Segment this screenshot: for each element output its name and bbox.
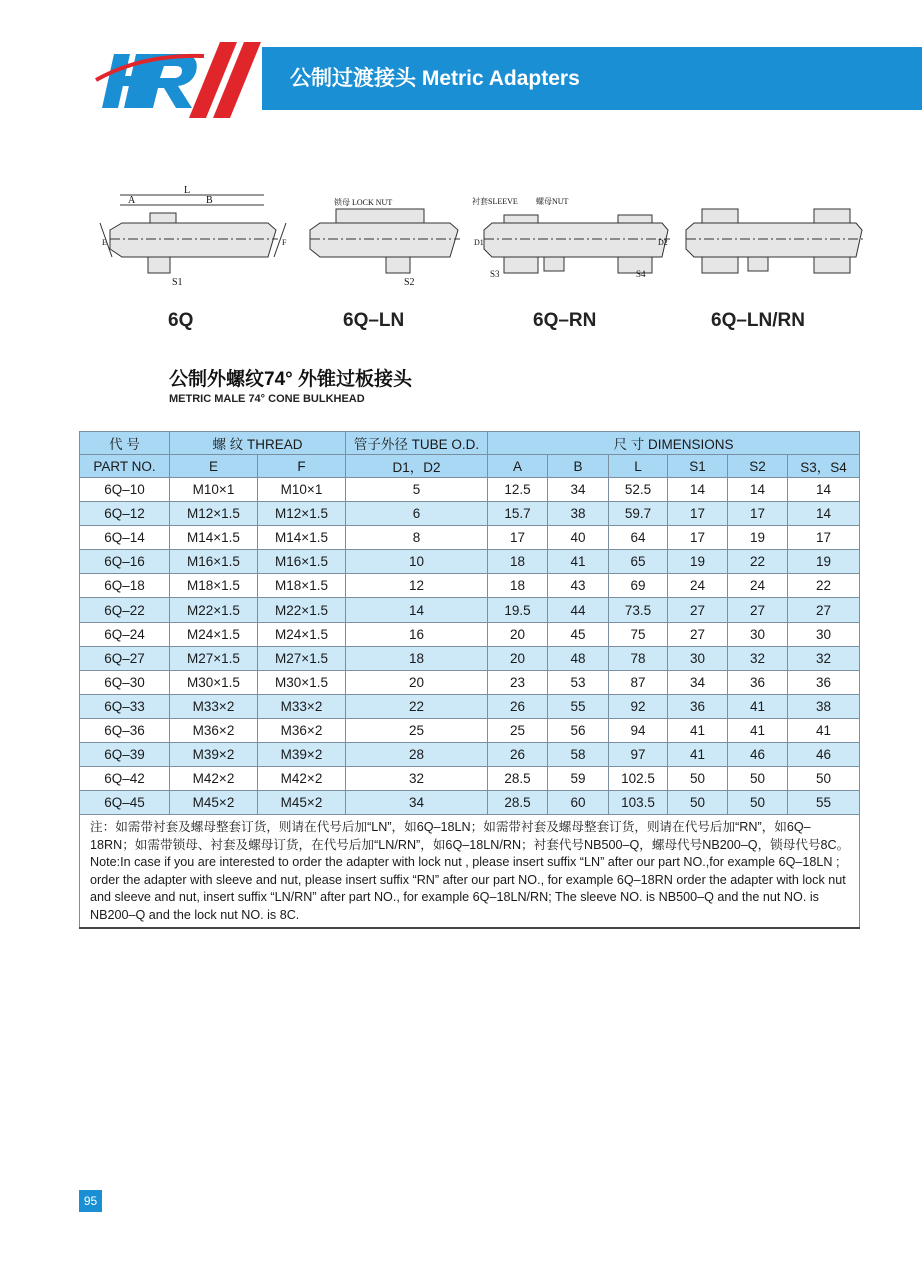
table-cell: 53 bbox=[548, 670, 609, 694]
table-cell: 36 bbox=[668, 694, 728, 718]
column-header: S1 bbox=[668, 455, 728, 478]
table-cell: 41 bbox=[668, 743, 728, 767]
table-cell: 32 bbox=[788, 646, 860, 670]
column-header: A bbox=[488, 455, 548, 478]
table-cell: 92 bbox=[609, 694, 668, 718]
label-l: L bbox=[184, 185, 191, 196]
table-cell: 102.5 bbox=[609, 767, 668, 791]
table-cell: 12 bbox=[346, 574, 488, 598]
table-cell: 38 bbox=[788, 694, 860, 718]
table-cell: 17 bbox=[668, 526, 728, 550]
table-row bbox=[80, 791, 860, 815]
table-cell: M36×2 bbox=[170, 718, 258, 742]
model-label-6q-ln: 6Q–LN bbox=[343, 310, 405, 331]
table-cell: 50 bbox=[668, 767, 728, 791]
table-cell: 6Q–18 bbox=[80, 574, 170, 598]
column-header: S3，S4 bbox=[788, 455, 860, 478]
table-cell: 58 bbox=[548, 743, 609, 767]
table-cell: 20 bbox=[488, 646, 548, 670]
table-cell: M18×1.5 bbox=[258, 574, 346, 598]
table-cell: 27 bbox=[788, 598, 860, 622]
company-logo bbox=[92, 40, 272, 120]
table-cell: 40 bbox=[548, 526, 609, 550]
table-cell: M12×1.5 bbox=[258, 502, 346, 526]
table-cell: 25 bbox=[488, 718, 548, 742]
table-cell: 64 bbox=[609, 526, 668, 550]
table-cell: 28 bbox=[346, 743, 488, 767]
table-cell: 18 bbox=[346, 646, 488, 670]
table-cell: 12.5 bbox=[488, 478, 548, 502]
table-cell: 15.7 bbox=[488, 502, 548, 526]
table-cell: 6Q–22 bbox=[80, 598, 170, 622]
column-header: E bbox=[170, 455, 258, 478]
label-s2: S2 bbox=[404, 277, 415, 288]
table-cell: 30 bbox=[668, 646, 728, 670]
column-header: S2 bbox=[728, 455, 788, 478]
table-cell: 78 bbox=[609, 646, 668, 670]
table-cell: M10×1 bbox=[258, 478, 346, 502]
table-cell: 41 bbox=[788, 718, 860, 742]
label-f: F bbox=[282, 238, 287, 247]
table-cell: 10 bbox=[346, 550, 488, 574]
table-cell: M18×1.5 bbox=[170, 574, 258, 598]
table-cell: 6Q–36 bbox=[80, 718, 170, 742]
table-cell: M27×1.5 bbox=[170, 646, 258, 670]
table-cell: 24 bbox=[728, 574, 788, 598]
table-cell: 46 bbox=[728, 743, 788, 767]
table-cell: 43 bbox=[548, 574, 609, 598]
table-cell: 6Q–45 bbox=[80, 791, 170, 815]
table-cell: 28.5 bbox=[488, 767, 548, 791]
table-cell: 46 bbox=[788, 743, 860, 767]
table-cell: 38 bbox=[548, 502, 609, 526]
table-row bbox=[80, 574, 860, 598]
table-cell: 87 bbox=[609, 670, 668, 694]
section-title-en: METRIC MALE 74° CONE BULKHEAD bbox=[169, 393, 365, 405]
table-cell: M45×2 bbox=[170, 791, 258, 815]
table-cell: M33×2 bbox=[258, 694, 346, 718]
column-header: F bbox=[258, 455, 346, 478]
table-cell: M16×1.5 bbox=[170, 550, 258, 574]
label-d1: D1 bbox=[474, 238, 484, 247]
table-cell: 6Q–39 bbox=[80, 743, 170, 767]
table-row bbox=[80, 550, 860, 574]
table-cell: 36 bbox=[728, 670, 788, 694]
table-cell: 41 bbox=[668, 718, 728, 742]
table-cell: 50 bbox=[668, 791, 728, 815]
drawing-6q bbox=[100, 195, 286, 273]
table-cell: 26 bbox=[488, 694, 548, 718]
column-header: PART NO. bbox=[80, 455, 170, 478]
table-cell: 94 bbox=[609, 718, 668, 742]
table-cell: 6Q–14 bbox=[80, 526, 170, 550]
label-a: A bbox=[128, 195, 136, 206]
table-cell: M36×2 bbox=[258, 718, 346, 742]
table-row bbox=[80, 767, 860, 791]
table-cell: 32 bbox=[728, 646, 788, 670]
table-row bbox=[80, 743, 860, 767]
table-cell: 14 bbox=[788, 502, 860, 526]
table-cell: 8 bbox=[346, 526, 488, 550]
notes-cell bbox=[80, 815, 860, 929]
column-header: L bbox=[609, 455, 668, 478]
table-cell: M42×2 bbox=[170, 767, 258, 791]
table-cell: M22×1.5 bbox=[258, 598, 346, 622]
table-cell: M42×2 bbox=[258, 767, 346, 791]
table-cell: 20 bbox=[488, 622, 548, 646]
table-cell: 73.5 bbox=[609, 598, 668, 622]
table-cell: 97 bbox=[609, 743, 668, 767]
table-cell: 17 bbox=[788, 526, 860, 550]
table-cell: 103.5 bbox=[609, 791, 668, 815]
model-label-6q-ln-rn: 6Q–LN/RN bbox=[711, 310, 805, 331]
table-cell: 25 bbox=[346, 718, 488, 742]
table-cell: 60 bbox=[548, 791, 609, 815]
header-tube: 管子外径 TUBE O.D. bbox=[346, 432, 488, 455]
table-cell: 32 bbox=[346, 767, 488, 791]
table-cell: 59.7 bbox=[609, 502, 668, 526]
model-label-6q-rn: 6Q–RN bbox=[533, 310, 597, 331]
table-cell: 6 bbox=[346, 502, 488, 526]
table-cell: 19 bbox=[728, 526, 788, 550]
table-row bbox=[80, 622, 860, 646]
table-cell: 6Q–10 bbox=[80, 478, 170, 502]
table-cell: 14 bbox=[346, 598, 488, 622]
table-cell: 17 bbox=[668, 502, 728, 526]
table-cell: 18 bbox=[488, 550, 548, 574]
table-cell: M24×1.5 bbox=[258, 622, 346, 646]
table-cell: M16×1.5 bbox=[258, 550, 346, 574]
table-cell: 6Q–24 bbox=[80, 622, 170, 646]
table-cell: M22×1.5 bbox=[170, 598, 258, 622]
table-row bbox=[80, 718, 860, 742]
table-cell: 27 bbox=[728, 598, 788, 622]
table-row bbox=[80, 478, 860, 502]
table-cell: 16 bbox=[346, 622, 488, 646]
table-cell: 19 bbox=[788, 550, 860, 574]
drawing-6q-rn bbox=[484, 215, 670, 273]
table-row bbox=[80, 502, 860, 526]
table-row bbox=[80, 646, 860, 670]
column-header: D1，D2 bbox=[346, 455, 488, 478]
label-b: B bbox=[206, 195, 213, 206]
table-cell: 20 bbox=[346, 670, 488, 694]
table-cell: 24 bbox=[668, 574, 728, 598]
table-cell: 6Q–30 bbox=[80, 670, 170, 694]
table-cell: 52.5 bbox=[609, 478, 668, 502]
table-cell: 22 bbox=[728, 550, 788, 574]
label-e: E bbox=[102, 238, 107, 247]
table-cell: 65 bbox=[609, 550, 668, 574]
table-row bbox=[80, 526, 860, 550]
table-cell: 19.5 bbox=[488, 598, 548, 622]
table-cell: 36 bbox=[788, 670, 860, 694]
table-cell: 17 bbox=[728, 502, 788, 526]
table-cell: 30 bbox=[788, 622, 860, 646]
table-cell: 28.5 bbox=[488, 791, 548, 815]
column-header: B bbox=[548, 455, 609, 478]
table-cell: 41 bbox=[728, 694, 788, 718]
model-label-6q: 6Q bbox=[168, 310, 194, 331]
table-cell: 59 bbox=[548, 767, 609, 791]
table-cell: 69 bbox=[609, 574, 668, 598]
table-cell: 41 bbox=[728, 718, 788, 742]
table-cell: 5 bbox=[346, 478, 488, 502]
adapter-drawings bbox=[98, 185, 868, 295]
label-lock-nut: 锁母 LOCK NUT bbox=[334, 198, 393, 207]
table-cell: 22 bbox=[788, 574, 860, 598]
table-cell: 45 bbox=[548, 622, 609, 646]
table-cell: 23 bbox=[488, 670, 548, 694]
table-cell: M27×1.5 bbox=[258, 646, 346, 670]
table-cell: 14 bbox=[728, 478, 788, 502]
table-cell: M30×1.5 bbox=[258, 670, 346, 694]
table-cell: 22 bbox=[346, 694, 488, 718]
table-cell: 17 bbox=[488, 526, 548, 550]
header-thread: 螺 纹 THREAD bbox=[170, 432, 346, 455]
label-s3: S3 bbox=[490, 269, 500, 279]
table-cell: 55 bbox=[548, 694, 609, 718]
table-cell: M10×1 bbox=[170, 478, 258, 502]
table-cell: 41 bbox=[548, 550, 609, 574]
table-cell: 48 bbox=[548, 646, 609, 670]
table-cell: 50 bbox=[728, 791, 788, 815]
section-title-cn: 公制外螺纹74° 外锥过板接头 bbox=[169, 369, 413, 390]
table-cell: 50 bbox=[728, 767, 788, 791]
table-cell: 14 bbox=[788, 478, 860, 502]
header-dimensions: 尺 寸 DIMENSIONS bbox=[488, 432, 860, 455]
table-cell: 6Q–33 bbox=[80, 694, 170, 718]
table-cell: M14×1.5 bbox=[258, 526, 346, 550]
table-row bbox=[80, 670, 860, 694]
table-cell: 27 bbox=[668, 622, 728, 646]
table-cell: 44 bbox=[548, 598, 609, 622]
note-en: Note:In case if you are interested to order the adapter with lock nut , please insert suffix “LN” after our part NO.,for example 6Q–18LN ; order the adapter with sleeve and nut, please insert suffix “RN” after our part NO., for example 6Q–18RN order the adapter with lock nut and sleeve and nut, insert suffix “LN/RN” after part NO., for example 6Q–18LN/RN; The sleeve NO. is NB500–Q and the nut NO. is NB200–Q and the lock nut NO. is 8C. bbox=[90, 855, 846, 922]
spec-table bbox=[79, 431, 860, 929]
table-cell: 19 bbox=[668, 550, 728, 574]
page-title: 公制过渡接头 Metric Adapters bbox=[290, 67, 580, 90]
table-cell: 6Q–12 bbox=[80, 502, 170, 526]
table-cell: 30 bbox=[728, 622, 788, 646]
table-cell: 6Q–16 bbox=[80, 550, 170, 574]
table-cell: M24×1.5 bbox=[170, 622, 258, 646]
label-d2: D2 bbox=[658, 238, 668, 247]
table-cell: 34 bbox=[346, 791, 488, 815]
label-s4: S4 bbox=[636, 269, 646, 279]
label-sleeve: 衬套SLEEVE bbox=[472, 197, 518, 206]
header-part: 代 号 bbox=[80, 432, 170, 455]
table-cell: M39×2 bbox=[170, 743, 258, 767]
table-cell: 18 bbox=[488, 574, 548, 598]
drawing-6q-ln-rn bbox=[686, 209, 864, 273]
table-cell: 55 bbox=[788, 791, 860, 815]
note-cn: 注：如需带衬套及螺母整套订货，则请在代号后加“LN”，如6Q–18LN；如需带衬套及螺母整套订货，则请在代号后加“RN”，如6Q–18RN；如需带锁母、衬套及螺母订货，在代号后加“LN/RN”，如6Q–18LN/RN；衬套代号NB500–Q，螺母代号NB200–Q，锁母代号8C。 bbox=[90, 820, 850, 852]
table-cell: M14×1.5 bbox=[170, 526, 258, 550]
table-cell: 75 bbox=[609, 622, 668, 646]
table-cell: 6Q–42 bbox=[80, 767, 170, 791]
table-row bbox=[80, 598, 860, 622]
table-cell: M30×1.5 bbox=[170, 670, 258, 694]
page-number: 95 bbox=[79, 1190, 102, 1212]
table-cell: 26 bbox=[488, 743, 548, 767]
table-cell: 50 bbox=[788, 767, 860, 791]
table-cell: M33×2 bbox=[170, 694, 258, 718]
table-cell: 27 bbox=[668, 598, 728, 622]
table-cell: M39×2 bbox=[258, 743, 346, 767]
table-cell: 34 bbox=[548, 478, 609, 502]
table-cell: M12×1.5 bbox=[170, 502, 258, 526]
table-cell: 56 bbox=[548, 718, 609, 742]
label-s1: S1 bbox=[172, 277, 183, 288]
table-row bbox=[80, 694, 860, 718]
table-cell: 6Q–27 bbox=[80, 646, 170, 670]
drawing-6q-ln bbox=[310, 209, 460, 273]
table-cell: M45×2 bbox=[258, 791, 346, 815]
table-cell: 34 bbox=[668, 670, 728, 694]
label-nut: 螺母NUT bbox=[536, 197, 569, 206]
table-cell: 14 bbox=[668, 478, 728, 502]
